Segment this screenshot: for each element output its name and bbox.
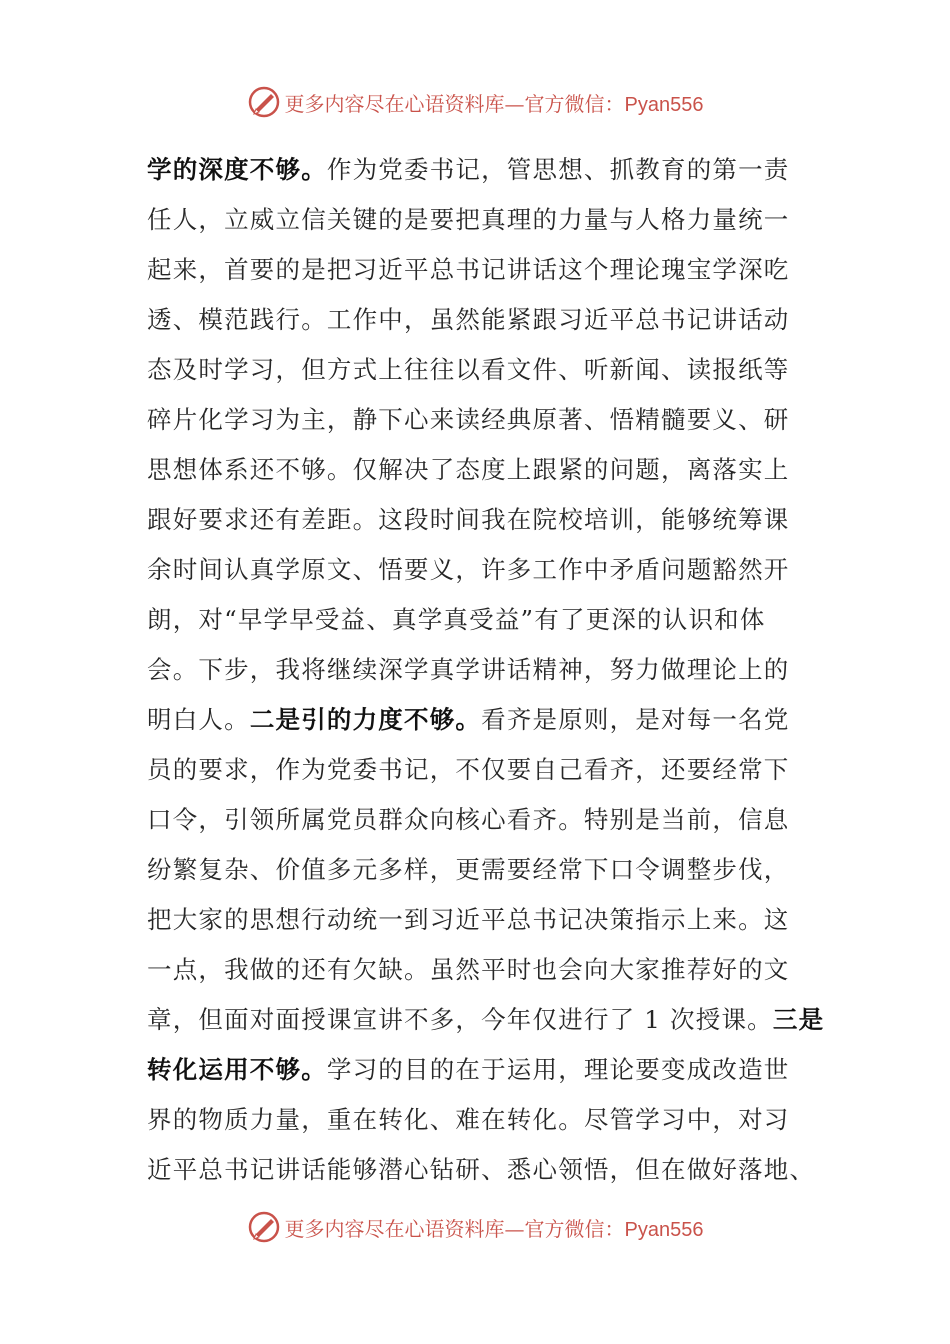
pen-logo-icon bbox=[247, 85, 281, 119]
text-line bbox=[147, 645, 807, 695]
text-segment: 态及时学习，但方式上往往以看文件、听新闻、读报纸等 bbox=[147, 355, 790, 384]
text-segment: 碎片化学习为主，静下心来读经典原著、悟精髓要义、研 bbox=[147, 405, 790, 434]
text-segment: 跟好要求还有差距。这段时间我在院校培训，能够统筹课 bbox=[147, 505, 790, 534]
bold-heading-segment: 学的深度不够。 bbox=[147, 155, 327, 184]
bold-heading-segment: 转化运用不够。 bbox=[147, 1055, 327, 1084]
text-segment: 任人，立威立信关键的是要把真理的力量与人格力量统一 bbox=[147, 205, 790, 234]
text-line bbox=[147, 1045, 807, 1095]
text-segment: 起来，首要的是把习近平总书记讲话这个理论瑰宝学深吃 bbox=[147, 255, 790, 284]
text-segment: 朗，对“早学早受益、真学真受益”有了更深的认识和体 bbox=[147, 605, 766, 634]
text-segment: 看齐是原则，是对每一名党 bbox=[481, 705, 790, 734]
text-segment: 章，但面对面授课宣讲不多，今年仅进行了 1 次授课。 bbox=[147, 1005, 773, 1034]
text-segment: 员的要求，作为党委书记，不仅要自己看齐，还要经常下 bbox=[147, 755, 790, 784]
text-segment: 透、模范践行。工作中，虽然能紧跟习近平总书记讲话动 bbox=[147, 305, 790, 334]
text-line bbox=[147, 445, 807, 495]
text-line bbox=[147, 745, 807, 795]
text-line bbox=[147, 545, 807, 595]
text-line bbox=[147, 195, 807, 245]
text-segment: 会。下步，我将继续深学真学讲话精神，努力做理论上的 bbox=[147, 655, 790, 684]
text-segment: 余时间认真学原文、悟要义，许多工作中矛盾问题豁然开 bbox=[147, 555, 790, 584]
text-segment: 作为党委书记，管思想、抓教育的第一责 bbox=[326, 155, 790, 184]
wechat-id: Pyan556 bbox=[624, 1218, 704, 1241]
text-line bbox=[147, 145, 807, 195]
text-segment: 把大家的思想行动统一到习近平总书记决策指示上来。这 bbox=[147, 905, 790, 934]
text-segment: 学习的目的在于运用，理论要变成改造世 bbox=[326, 1055, 790, 1084]
text-segment: 明白人。 bbox=[147, 705, 250, 734]
text-line bbox=[147, 1095, 807, 1145]
text-segment: 纷繁复杂、价值多元多样，更需要经常下口令调整步伐， bbox=[147, 855, 790, 884]
text-line bbox=[147, 945, 807, 995]
document-body bbox=[147, 145, 825, 1195]
text-line bbox=[147, 895, 807, 945]
bold-heading-segment: 三是 bbox=[772, 1005, 825, 1034]
text-line bbox=[147, 595, 807, 645]
bold-heading-segment: 二是引的力度不够。 bbox=[249, 705, 482, 734]
text-line bbox=[147, 695, 807, 745]
text-line bbox=[147, 995, 825, 1045]
text-line bbox=[147, 845, 807, 895]
header-banner bbox=[0, 82, 950, 122]
footer-banner bbox=[0, 1207, 950, 1247]
banner-text: 更多内容尽在心语资料库—官方微信：Pyan556 bbox=[284, 91, 704, 116]
text-line bbox=[147, 495, 807, 545]
text-segment: 口令，引领所属党员群众向核心看齐。特别是当前，信息 bbox=[147, 805, 790, 834]
text-line bbox=[147, 1145, 816, 1195]
text-segment: 近平总书记讲话能够潜心钻研、悉心领悟，但在做好落地、 bbox=[147, 1155, 816, 1184]
text-segment: 一点，我做的还有欠缺。虽然平时也会向大家推荐好的文 bbox=[147, 955, 790, 984]
text-segment: 思想体系还不够。仅解决了态度上跟紧的问题，离落实上 bbox=[147, 455, 790, 484]
wechat-id: Pyan556 bbox=[624, 93, 704, 116]
text-line bbox=[147, 795, 807, 845]
text-line bbox=[147, 245, 807, 295]
text-line bbox=[147, 345, 807, 395]
pen-logo-icon bbox=[247, 1210, 281, 1244]
text-segment: 界的物质力量，重在转化、难在转化。尽管学习中，对习 bbox=[147, 1105, 790, 1134]
text-line bbox=[147, 395, 807, 445]
text-line bbox=[147, 295, 807, 345]
banner-text: 更多内容尽在心语资料库—官方微信：Pyan556 bbox=[284, 1216, 704, 1241]
